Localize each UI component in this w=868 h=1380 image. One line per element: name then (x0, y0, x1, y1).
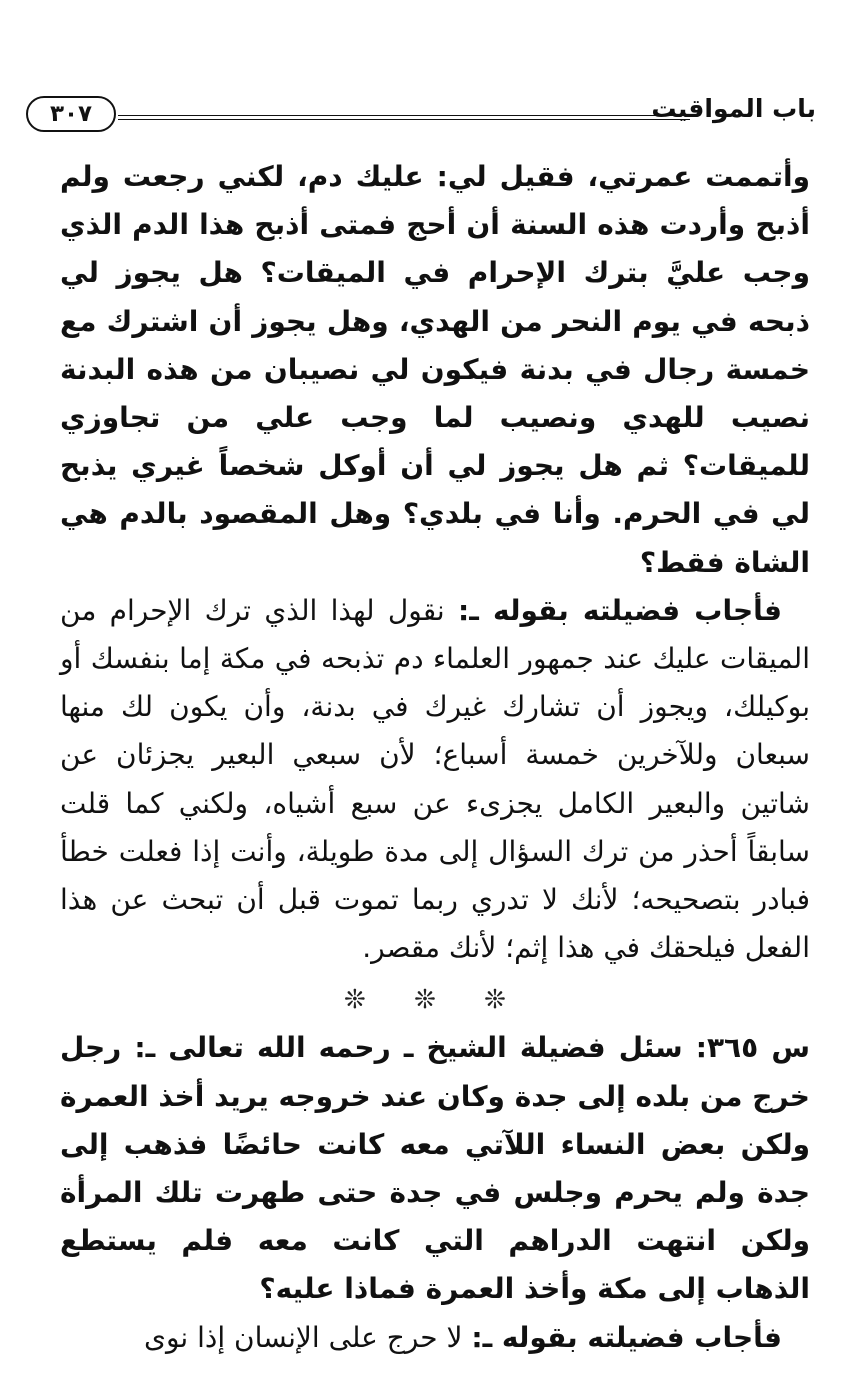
page-header (26, 88, 816, 136)
answer-364-text: نقول لهذا الذي ترك الإحرام من الميقات عليك عند جمهور العلماء دم تذبحه في مكة إما بنفسك أو بوكيلك، ويجوز أن تشارك غيرك في بدنة، وأن يكون لك منها سبعان وللآخرين خمسة أسباع؛ لأن سبعي البعير يجزئان عن شاتين والبعير الكامل يجزىء عن سبع أشياه، ولكني كما قلت سابقاً أحذر من ترك السؤال إلى مدة طويلة، وأنت إذا فعلت خطأ فبادر بتصحيحه؛ لأنك لا تدري ربما تموت قبل أن تبحث عن هذا الفعل فيلحقك في هذا إثم؛ لأنك مقصر. (60, 593, 810, 965)
page-body (60, 153, 810, 1362)
question-365-label: س ٣٦٥: (695, 1031, 810, 1065)
answer-364 (60, 587, 810, 973)
question-365 (60, 1024, 810, 1313)
answer-364-lead: فأجاب فضيلته بقوله ـ: (458, 593, 782, 627)
section-separator: ❊ ❊ ❊ (344, 985, 526, 1016)
question-365-text: سئل فضيلة الشيخ ـ رحمه الله تعالى ـ: رجل خرج من بلده إلى جدة وكان عند خروجه يريد أخذ العمرة ولكن بعض النساء اللآتي معه كانت حائضًا فذهب إلى جدة ولم يحرم وجلس في جدة حتى طهرت تلك المرأة ولكن انتهت الدراهم التي كانت معه فلم يستطع الذهاب إلى مكة وأخذ العمرة فماذا عليه؟ (60, 1031, 810, 1306)
answer-365 (60, 1314, 810, 1362)
header-rule (118, 115, 690, 120)
page-number: ٣٠٧ (26, 96, 116, 132)
answer-365-text: لا حرج على الإنسان إذا نوى (144, 1320, 463, 1354)
question-364-continued: وأتممت عمرتي، فقيل لي: عليك دم، لكني رجعت ولم أذبح وأردت هذه السنة أن أحج فمتى أذبح هذا الدم الذي وجب عليَّ بترك الإحرام في الميقات؟ هل يجوز لي ذبحه في يوم النحر من الهدي، وهل يجوز أن اشترك مع خمسة رجال في بدنة فيكون لي نصيبان من هذه البدنة نصيب للهدي ونصيب لما وجب علي من تجاوزي للميقات؟ ثم هل يجوز لي أن أوكل شخصاً غيري يذبح لي في الحرم. وأنا في بلدي؟ وهل المقصود بالدم هي الشاة فقط؟ (60, 160, 810, 579)
answer-365-lead: فأجاب فضيلته بقوله ـ: (471, 1320, 782, 1354)
chapter-title: باب المواقيت (651, 94, 816, 123)
